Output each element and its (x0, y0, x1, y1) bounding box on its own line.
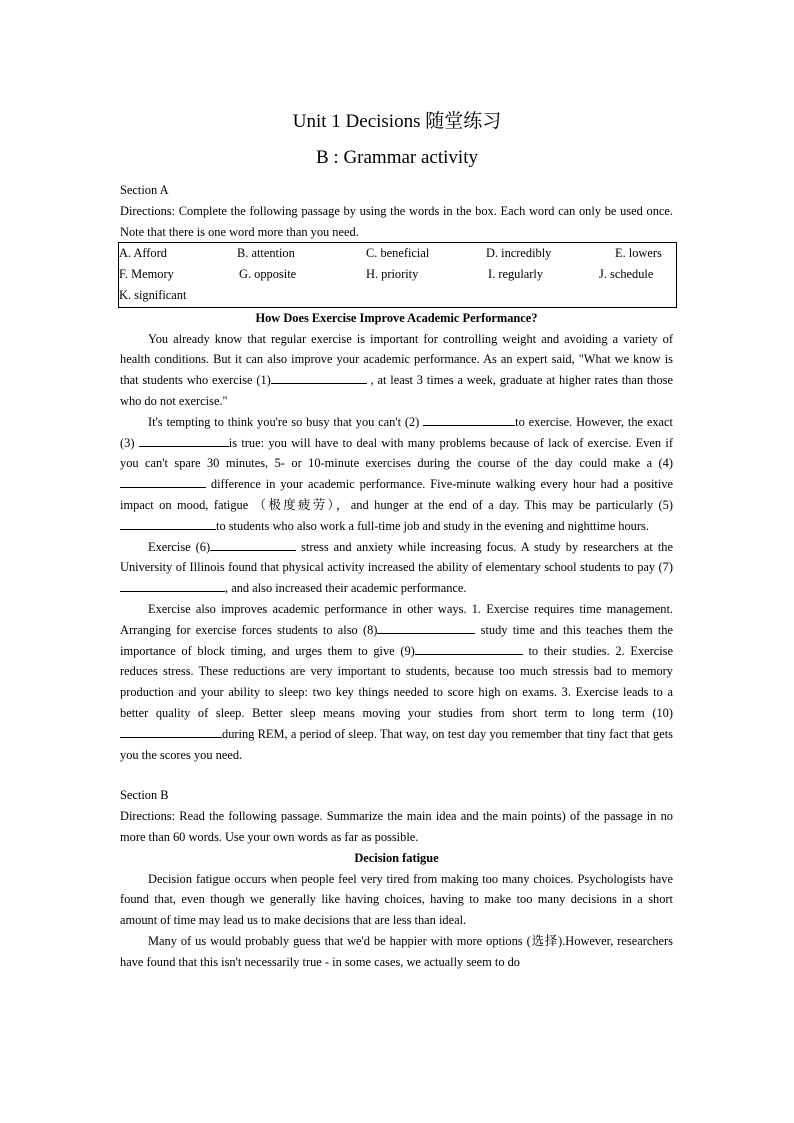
answer-blank-8[interactable] (377, 621, 475, 634)
word-option: E. lowers (615, 246, 662, 261)
answer-blank-9[interactable] (415, 642, 523, 655)
word-option: K. significant (119, 287, 187, 302)
page-title: Unit 1 Decisions 随堂练习 (292, 111, 502, 132)
section-a-label: Section A (120, 183, 169, 197)
answer-blank-6[interactable] (210, 538, 296, 551)
paragraph: Exercise also improves academic performance in other ways. 1. Exercise requires time management. Arranging for exercise forces students to also (8) study time and this teaches them the importance of block timing, and urges them to give (9) to their studies. 2. Exercise reduces stress. These reductions are very important to students, because too much stressis bad to memory production and your ability to sleep: two key things needed to score high on exams. 3. Exercise leads to a better quality of sleep. Better sleep means moving your studies from short term to long term (10)during REM, a period of sleep. That way, on test day you remember that tiny fact that gets you the scores you need. (120, 601, 673, 762)
section-a-directions: Directions: Complete the following passage by using the words in the box. Each word can only be used once. Note that there is one word more than you need. (120, 203, 673, 239)
answer-blank-3[interactable] (139, 434, 229, 447)
paragraph: Decision fatigue occurs when people feel very tired from making too many choices. Psychologists have found that, even though we generally like having choices, having to make too many decisions in a short amount of time may lead us to make decisions that are less than ideal. (120, 871, 673, 928)
answer-blank-1[interactable] (271, 371, 367, 384)
passage-title: How Does Exercise Improve Academic Performance? (255, 310, 538, 325)
paragraph: It's tempting to think you're so busy that you can't (2) to exercise. However, the exact (3) is true: you will have to deal with many problems because of lack of exercise. Even if you can't spare 30 minutes, 5- or 10-minute exercises during the course of the day could make a (4) difference in your academic performance. Five-minute walking every hour had a positive impact on mood, fatigue （极度疲劳），and hunger at the end of a day. This may be particularly (5)to students who also work a full-time job and study in the evening and nighttime hours. (120, 414, 674, 533)
page-subtitle: B : Grammar activity (316, 147, 478, 168)
word-option: B. attention (237, 246, 295, 261)
word-option: D. incredibly (486, 246, 552, 261)
word-box-row (119, 243, 676, 264)
paragraph: Exercise (6) stress and anxiety while increasing focus. A study by researchers at the University of Illinois found that physical activity increased the ability of elementary school students to pay (7), and also increased their academic performance. (120, 539, 673, 596)
answer-blank-4[interactable] (120, 475, 206, 488)
answer-blank-2[interactable] (423, 413, 515, 426)
section-b-label: Section B (120, 788, 169, 803)
word-option: A. Afford (119, 246, 167, 261)
word-box (118, 242, 677, 307)
word-box-row (119, 285, 676, 306)
word-option: H. priority (366, 267, 419, 282)
word-option: F. Memory (119, 267, 174, 282)
paragraph: Many of us would probably guess that we'd be happier with more options (选择).However, researchers have found that this isn't necessarily true - in some cases, we actually seem to do (120, 933, 673, 969)
passage-title: Decision fatigue (354, 850, 439, 865)
answer-blank-10[interactable] (120, 725, 222, 738)
word-option: I. regularly (488, 267, 544, 282)
word-option: G. opposite (239, 267, 297, 282)
answer-blank-5[interactable] (120, 517, 216, 530)
paragraph: You already know that regular exercise is important for controlling weight and avoiding a variety of health conditions. But it can also improve your academic performance. As an expert said, "What we know is that students who exercise (1) , at least 3 times a week, graduate at higher rates than those who do not exercise." (120, 331, 673, 408)
document-body (120, 180, 673, 972)
answer-blank-7[interactable] (120, 579, 225, 592)
word-box-row (119, 264, 676, 285)
word-option: C. beneficial (366, 246, 430, 261)
section-b-directions: Directions: Read the following passage. Summarize the main idea and the main points) of the passage in no more than 60 words. Use your own words as far as possible. (120, 809, 673, 844)
word-option: J. schedule (599, 267, 654, 282)
